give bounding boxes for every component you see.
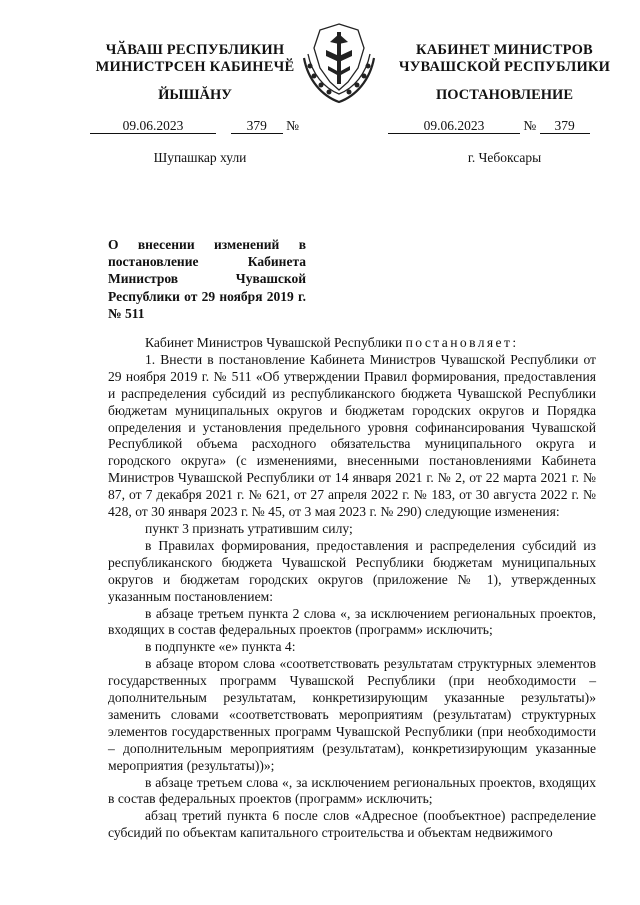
body-paragraph: в подпункте «е» пункта 4: xyxy=(145,639,296,655)
number-left: 379 xyxy=(231,118,283,134)
header-left-line1: ЧӐВАШ РЕСПУБЛИКИН xyxy=(105,42,285,58)
number-sign-left: № xyxy=(286,118,300,133)
header-right-line1: КАБИНЕТ МИНИСТРОВ xyxy=(416,42,593,58)
document-title: О внесении изменений в постановление Кабинета Министров Чувашской Республики от 29 ноября 2019 г. № 511 xyxy=(108,237,306,321)
header-right xyxy=(392,42,617,76)
date-right: 09.06.2023 xyxy=(388,118,520,134)
doc-type-right: ПОСТАНОВЛЕНИЕ xyxy=(435,87,573,103)
intro-verb: постановляет: xyxy=(405,335,519,350)
header-left-line2: МИНИСТРСЕН КАБИНЕЧӖ xyxy=(95,59,295,75)
doc-type-left: ЙЫШĂНУ xyxy=(158,87,232,103)
number-right: 379 xyxy=(540,118,590,134)
doc-number-left xyxy=(90,118,299,134)
place-right: г. Чебоксары xyxy=(467,150,542,165)
date-left: 09.06.2023 xyxy=(90,118,216,134)
coat-of-arms-icon xyxy=(298,20,380,106)
body-paragraph: в абзаце втором слова «соответствовать результатам структурных элементов государственных программ Чувашской Республики (при необходимости – дополнительным результатам, конкретизирующим указанные результаты)» заменить словами «соответствовать мероприятиям (результатам) структурных элементов государственных программ Чувашской Республики (при необходимости – дополнительным мероприятиям (результатам), конкретизирующим указанные мероприятия (результаты))»; xyxy=(108,656,596,773)
header-left xyxy=(80,42,310,76)
body-paragraph: абзац третий пункта 6 после слов «Адресное (пообъектное) распределение субсидий по объектам капитального строительства и объектам недвижимого xyxy=(108,808,596,841)
intro-text: Кабинет Министров Чувашской Республики xyxy=(145,335,403,350)
intro-paragraph xyxy=(108,335,596,352)
header-right-line2: ЧУВАШСКОЙ РЕСПУБЛИКИ xyxy=(398,59,611,75)
number-sign-right: № xyxy=(523,118,537,133)
place-left: Шупашкар хули xyxy=(153,150,247,165)
body-paragraph: в абзаце третьем слова «, за исключением региональных проектов, входящих в состав федеральных проектов (программ» исключить; xyxy=(108,774,596,807)
body-paragraph: 1. Внести в постановление Кабинета Министров Чувашской Республики от 29 ноября 2019 г. № 511 «Об утверждении Правил формирования, предоставления и распределения субсидий из республиканского бюджета Чувашской Республики бюджетам муниципальных округов и бюджетам городских округов и Порядка определения и установления предельного уровня софинансирования Чувашской Республикой объема расходного обязательства муниципального округа и городского округа» (с изменениями, внесенными постановлениями Кабинета Министров Чувашской Республики от 14 января 2021 г. № 2, от 22 марта 2021 г. № 87, от 7 декабря 2021 г. № 621, от 27 апреля 2022 г. № 183, от 30 августа 2022 г. № 428, от 30 января 2023 г. № 45, от 3 мая 2023 г. № 290) следующие изменения: xyxy=(108,351,596,520)
doc-number-right xyxy=(388,118,590,134)
body-paragraph: в абзаце третьем пункта 2 слова «, за исключением региональных проектов, входящих в состав федеральных проектов (программ» исключить; xyxy=(108,605,596,638)
document-body xyxy=(108,335,596,842)
body-paragraph: пункт 3 признать утратившим силу; xyxy=(145,520,353,536)
body-paragraph: в Правилах формирования, предоставления и распределения субсидий из республиканского бюджета Чувашской Республики бюджетам муниципальных округов и бюджетам городских округов (приложение № 1), утвержденных указанным постановлением: xyxy=(108,537,596,604)
